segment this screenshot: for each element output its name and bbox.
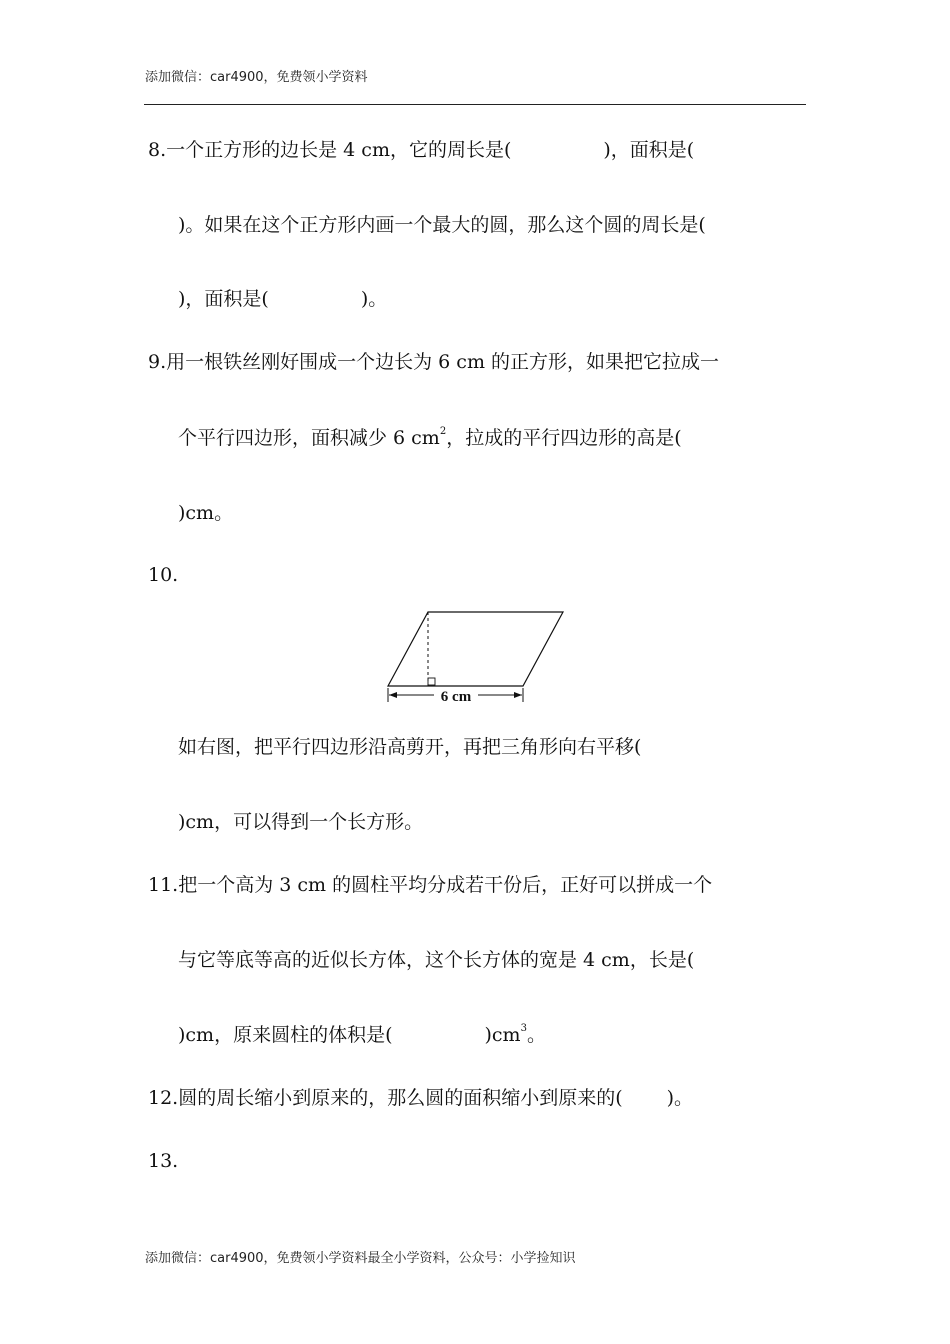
q9-line1-text: 用一根铁丝刚好围成一个边长为 6 cm 的正方形，如果把它拉成一 bbox=[166, 351, 720, 373]
page-footer: 添加微信：car4900，免费领小学资料最全小学资料，公众号：小学捡知识 bbox=[145, 1251, 576, 1266]
q11-line-2: 与它等底等高的近似长方体，这个长方体的宽是 4 cm，长是( bbox=[178, 949, 695, 971]
base-label: 6 cm bbox=[440, 689, 472, 705]
q9-number: 9. bbox=[148, 351, 167, 373]
q11-line1-text: 把一个高为 3 cm 的圆柱平均分成若干份后，正好可以拼成一个 bbox=[178, 874, 713, 896]
q8-line1-text-b: )，面积是( bbox=[603, 139, 695, 161]
q10-line-1: 如右图，把平行四边形沿高剪开，再把三角形向右平移( bbox=[178, 736, 642, 758]
q10-line-2: )cm，可以得到一个长方形。 bbox=[178, 811, 424, 833]
q9-line-3: )cm。 bbox=[178, 502, 234, 524]
q8-line3-text-b: )。 bbox=[360, 288, 388, 310]
q8-line1-text-a: 一个正方形的边长是 4 cm，它的周长是( bbox=[166, 139, 512, 161]
q9-line2-text-b: ，拉成的平行四边形的高是( bbox=[446, 427, 682, 449]
page-header: 添加微信：car4900，免费领小学资料 bbox=[145, 70, 368, 85]
parallelogram-shape bbox=[388, 612, 563, 686]
parallelogram-figure bbox=[382, 606, 572, 706]
q8-number: 8. bbox=[148, 139, 167, 161]
arrow-left-icon bbox=[389, 692, 397, 698]
arrow-right-icon bbox=[514, 692, 522, 698]
q8-line-3 bbox=[178, 290, 387, 309]
q9-line2-text-a: 个平行四边形，面积减少 6 cm bbox=[178, 427, 440, 449]
q11-line-1 bbox=[148, 876, 712, 895]
q10-number: 10. bbox=[148, 564, 179, 586]
q8-line-1 bbox=[148, 141, 694, 160]
q12-text-b: )。 bbox=[666, 1087, 694, 1109]
q11-line3-text-a: )cm，原来圆柱的体积是( bbox=[178, 1024, 393, 1046]
q11-line3-text-c: 。 bbox=[526, 1024, 546, 1046]
q8-line3-text-a: )，面积是( bbox=[178, 288, 269, 310]
q12-text-a: 圆的周长缩小到原来的，那么圆的面积缩小到原来的( bbox=[178, 1087, 623, 1109]
q9-line-2 bbox=[178, 426, 682, 449]
q12-line bbox=[148, 1089, 693, 1108]
q12-number: 12. bbox=[148, 1087, 179, 1109]
q13-number: 13. bbox=[148, 1150, 179, 1172]
q11-line-3 bbox=[178, 1023, 546, 1046]
q11-number: 11. bbox=[148, 874, 179, 896]
q8-line-2: )。如果在这个正方形内画一个最大的圆，那么这个圆的周长是( bbox=[178, 214, 706, 236]
q11-superscript: 3 bbox=[520, 1023, 527, 1034]
q9-superscript: 2 bbox=[439, 426, 447, 437]
right-angle-mark bbox=[428, 678, 435, 685]
q9-line-1 bbox=[148, 353, 719, 372]
header-divider bbox=[144, 104, 806, 105]
q11-line3-text-b: )cm bbox=[484, 1024, 521, 1046]
